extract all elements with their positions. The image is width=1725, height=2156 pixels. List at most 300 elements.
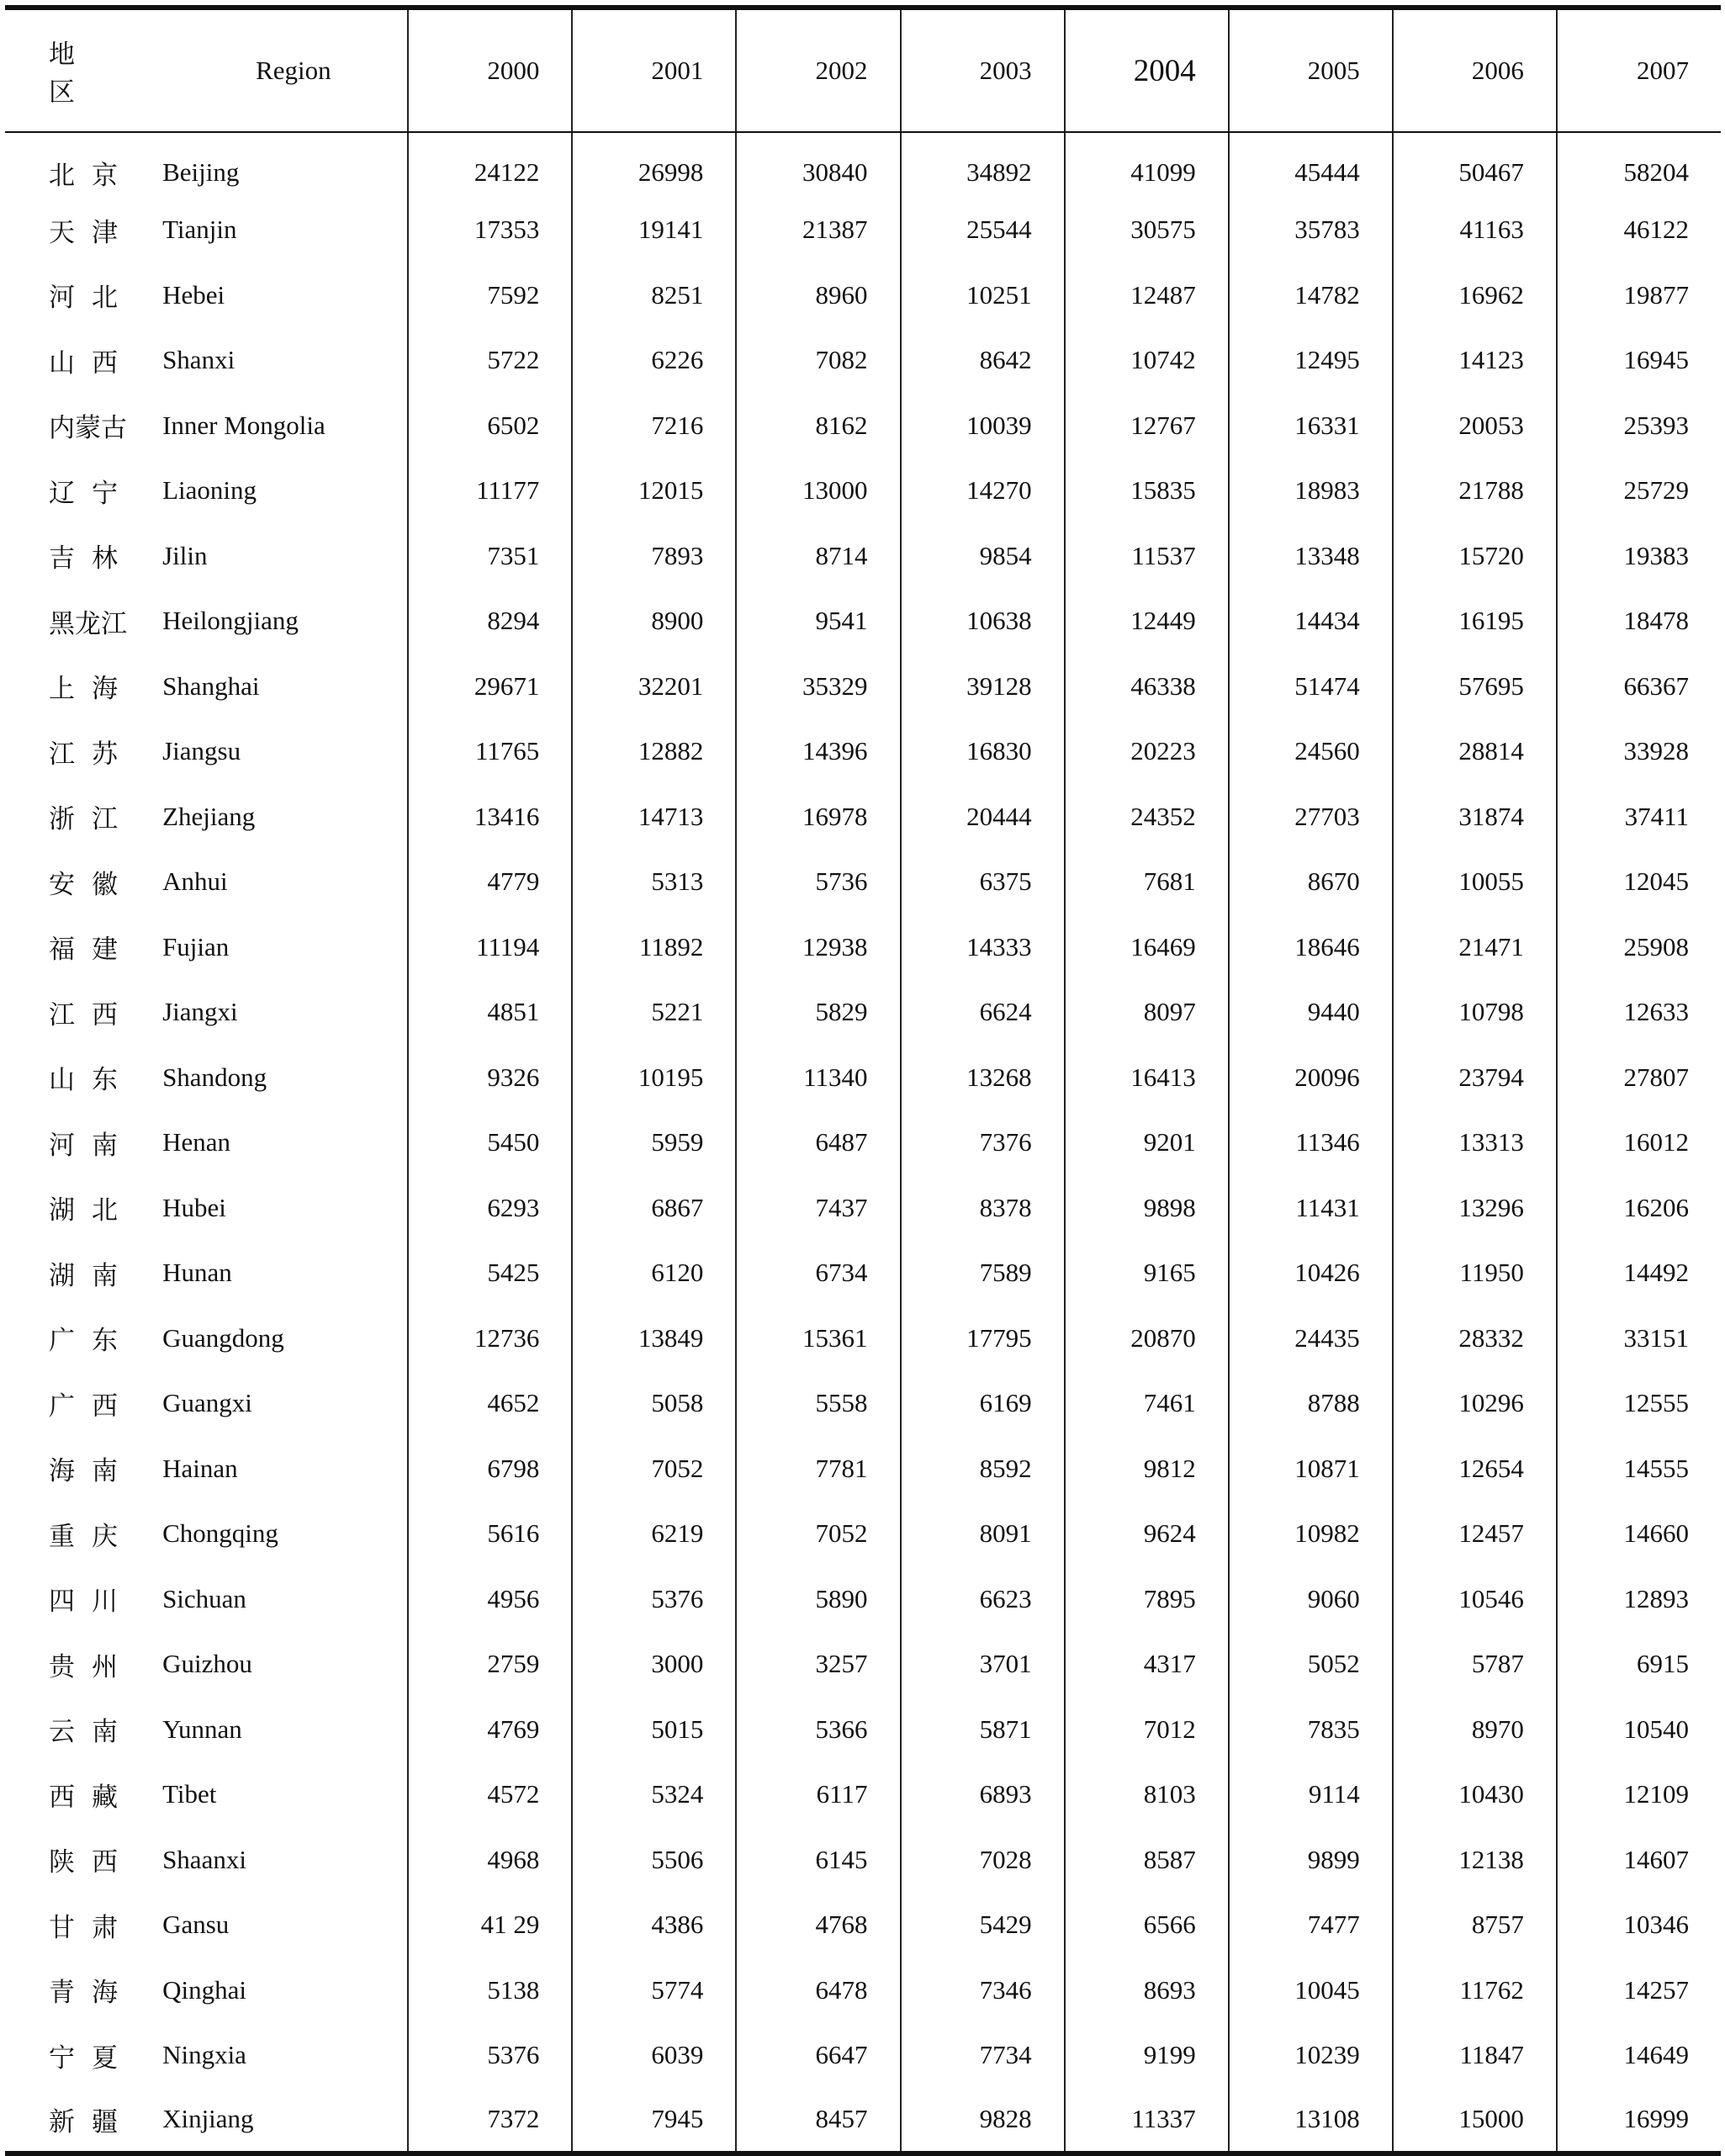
value-cell-2000: 6293: [408, 1175, 572, 1241]
value-cell-2000: 4851: [408, 980, 572, 1046]
table-row: [5, 1566, 1721, 1632]
value-cell-2004: 7012: [1065, 1697, 1229, 1762]
value-cell-2006: 20053: [1393, 393, 1557, 458]
value-cell-2003: 14333: [901, 914, 1065, 980]
value-cell-2007: 14660: [1557, 1502, 1721, 1567]
value-cell-2005: 20096: [1229, 1045, 1393, 1110]
value-cell-2000: 7372: [408, 2088, 572, 2153]
value-cell-2006: 31874: [1393, 784, 1557, 850]
value-cell-2004: 9624: [1065, 1502, 1229, 1567]
region-name-cn: 河北: [49, 283, 135, 314]
value-cell-2004: 8693: [1065, 1957, 1229, 2023]
region-name-en: Shandong: [162, 1062, 267, 1092]
value-cell-2004: 9199: [1065, 2023, 1229, 2089]
value-cell-2002: 8162: [736, 393, 900, 458]
value-cell-2001: 4386: [572, 1893, 736, 1958]
region-name-en: Gansu: [162, 1910, 230, 1940]
region-name-cn: 宁夏: [49, 2042, 135, 2074]
value-cell-2005: 13108: [1229, 2088, 1393, 2153]
value-cell-2004: 12767: [1065, 393, 1229, 458]
value-cell-2003: 10039: [901, 393, 1065, 458]
value-cell-2003: 9828: [901, 2088, 1065, 2153]
table-row: [5, 1306, 1721, 1371]
region-name-en: Liaoning: [162, 475, 257, 506]
region-name-en: Anhui: [162, 866, 228, 897]
value-cell-2003: 34892: [901, 132, 1065, 198]
region-name-cn: 西藏: [49, 1782, 135, 1813]
value-cell-2000: 5616: [408, 1502, 572, 1567]
value-cell-2001: 19141: [572, 198, 736, 263]
value-cell-2003: 9854: [901, 523, 1065, 589]
value-cell-2006: 16962: [1393, 262, 1557, 328]
value-cell-2004: 24352: [1065, 784, 1229, 850]
value-cell-2003: 6375: [901, 850, 1065, 915]
region-name-en: Heilongjiang: [162, 606, 299, 636]
value-cell-2001: 32201: [572, 654, 736, 719]
value-cell-2007: 12633: [1557, 980, 1721, 1046]
value-cell-2007: 33151: [1557, 1306, 1721, 1371]
header-year-2006: 2006: [1393, 8, 1557, 132]
header-year-2002: 2002: [736, 8, 900, 132]
value-cell-2004: 30575: [1065, 198, 1229, 263]
value-cell-2007: 10540: [1557, 1697, 1721, 1762]
value-cell-2007: 19383: [1557, 523, 1721, 589]
table-row: [5, 1371, 1721, 1437]
value-cell-2002: 5366: [736, 1697, 900, 1762]
value-cell-2005: 8670: [1229, 850, 1393, 915]
value-cell-2002: 7437: [736, 1175, 900, 1241]
value-cell-2003: 6893: [901, 1762, 1065, 1828]
value-cell-2006: 28814: [1393, 719, 1557, 785]
value-cell-2000: 5722: [408, 328, 572, 394]
value-cell-2003: 8091: [901, 1502, 1065, 1567]
region-name-en: Zhejiang: [162, 801, 256, 831]
table-row: [5, 1110, 1721, 1176]
value-cell-2000: 12736: [408, 1306, 572, 1371]
value-cell-2001: 5774: [572, 1957, 736, 2023]
value-cell-2006: 10055: [1393, 850, 1557, 915]
value-cell-2005: 14434: [1229, 589, 1393, 654]
region-name-en: Sichuan: [162, 1583, 246, 1613]
value-cell-2001: 13849: [572, 1306, 736, 1371]
value-cell-2005: 9440: [1229, 980, 1393, 1046]
value-cell-2001: 7893: [572, 523, 736, 589]
value-cell-2007: 27807: [1557, 1045, 1721, 1110]
value-cell-2002: 9541: [736, 589, 900, 654]
region-name-en: Jilin: [162, 540, 208, 570]
value-cell-2002: 11340: [736, 1045, 900, 1110]
table-row: [5, 784, 1721, 850]
value-cell-2007: 66367: [1557, 654, 1721, 719]
value-cell-2005: 10239: [1229, 2023, 1393, 2089]
value-cell-2005: 35783: [1229, 198, 1393, 263]
value-cell-2001: 7052: [572, 1436, 736, 1502]
value-cell-2006: 57695: [1393, 654, 1557, 719]
header-year-2001: 2001: [572, 8, 736, 132]
table-row: [5, 719, 1721, 785]
header-region-en: Region: [125, 8, 408, 132]
value-cell-2003: 8378: [901, 1175, 1065, 1241]
value-cell-2004: 20223: [1065, 719, 1229, 785]
value-cell-2007: 25393: [1557, 393, 1721, 458]
region-name-en: Tibet: [162, 1779, 217, 1809]
table-row: [5, 850, 1721, 915]
value-cell-2000: 5425: [408, 1241, 572, 1306]
value-cell-2001: 5313: [572, 850, 736, 915]
value-cell-2002: 21387: [736, 198, 900, 263]
value-cell-2001: 6219: [572, 1502, 736, 1567]
value-cell-2003: 5429: [901, 1893, 1065, 1958]
value-cell-2006: 10430: [1393, 1762, 1557, 1828]
value-cell-2005: 10871: [1229, 1436, 1393, 1502]
value-cell-2004: 46338: [1065, 654, 1229, 719]
region-name-en: Guangdong: [162, 1322, 284, 1353]
value-cell-2006: 10546: [1393, 1566, 1557, 1632]
value-cell-2005: 8788: [1229, 1371, 1393, 1437]
value-cell-2002: 7781: [736, 1436, 900, 1502]
value-cell-2000: 4956: [408, 1566, 572, 1632]
value-cell-2001: 8251: [572, 262, 736, 328]
value-cell-2007: 25729: [1557, 458, 1721, 524]
region-name-cn: 浙江: [49, 804, 135, 835]
region-name-cn: 山西: [49, 347, 135, 379]
value-cell-2002: 3257: [736, 1632, 900, 1698]
value-cell-2005: 9899: [1229, 1827, 1393, 1893]
region-name-en: Chongqing: [162, 1518, 278, 1549]
value-cell-2000: 17353: [408, 198, 572, 263]
region-name-en: Hunan: [162, 1258, 232, 1288]
region-name-en: Ningxia: [162, 2040, 246, 2070]
value-cell-2000: 13416: [408, 784, 572, 850]
value-cell-2003: 17795: [901, 1306, 1065, 1371]
value-cell-2006: 5787: [1393, 1632, 1557, 1698]
value-cell-2006: 50467: [1393, 132, 1557, 198]
value-cell-2005: 16331: [1229, 393, 1393, 458]
value-cell-2001: 7216: [572, 393, 736, 458]
value-cell-2000: 7592: [408, 262, 572, 328]
table-row: [5, 589, 1721, 654]
value-cell-2004: 12449: [1065, 589, 1229, 654]
value-cell-2000: 4779: [408, 850, 572, 915]
region-name-cn: 河南: [49, 1130, 135, 1161]
value-cell-2000: 9326: [408, 1045, 572, 1110]
table-row: [5, 1175, 1721, 1241]
region-name-en: Tianjin: [162, 215, 237, 245]
table-body: [5, 132, 1721, 2153]
table-row: [5, 198, 1721, 263]
value-cell-2001: 11892: [572, 914, 736, 980]
value-cell-2007: 14649: [1557, 2023, 1721, 2089]
value-cell-2007: 16945: [1557, 328, 1721, 394]
value-cell-2001: 6120: [572, 1241, 736, 1306]
table-row: [5, 1241, 1721, 1306]
value-cell-2005: 13348: [1229, 523, 1393, 589]
value-cell-2003: 7028: [901, 1827, 1065, 1893]
value-cell-2003: 39128: [901, 654, 1065, 719]
region-name-cn: 江苏: [49, 739, 135, 770]
region-name-cn: 甘肃: [49, 1912, 135, 1943]
value-cell-2002: 14396: [736, 719, 900, 785]
value-cell-2005: 10045: [1229, 1957, 1393, 2023]
region-name-cn: 广西: [49, 1391, 135, 1422]
table-row: [5, 262, 1721, 328]
value-cell-2007: 12555: [1557, 1371, 1721, 1437]
header-year-2004: 2004: [1065, 8, 1229, 132]
value-cell-2001: 10195: [572, 1045, 736, 1110]
value-cell-2006: 13296: [1393, 1175, 1557, 1241]
value-cell-2004: 16469: [1065, 914, 1229, 980]
table-row: [5, 393, 1721, 458]
header-year-2007: 2007: [1557, 8, 1721, 132]
region-name-cn: 云南: [49, 1717, 135, 1748]
value-cell-2005: 12495: [1229, 328, 1393, 394]
value-cell-2006: 10296: [1393, 1371, 1557, 1437]
header-year-2005: 2005: [1229, 8, 1393, 132]
value-cell-2000: 5138: [408, 1957, 572, 2023]
region-name-en: Yunnan: [162, 1714, 242, 1744]
value-cell-2001: 5058: [572, 1371, 736, 1437]
value-cell-2000: 4572: [408, 1762, 572, 1828]
value-cell-2004: 9201: [1065, 1110, 1229, 1176]
value-cell-2000: 6798: [408, 1436, 572, 1502]
value-cell-2005: 9060: [1229, 1566, 1393, 1632]
value-cell-2007: 16012: [1557, 1110, 1721, 1176]
region-name-cn: 贵州: [49, 1651, 135, 1682]
table-row: [5, 654, 1721, 719]
value-cell-2006: 23794: [1393, 1045, 1557, 1110]
value-cell-2004: 12487: [1065, 262, 1229, 328]
value-cell-2003: 13268: [901, 1045, 1065, 1110]
value-cell-2007: 6915: [1557, 1632, 1721, 1698]
region-name-en: Hubei: [162, 1192, 226, 1222]
value-cell-2001: 3000: [572, 1632, 736, 1698]
value-cell-2004: 4317: [1065, 1632, 1229, 1698]
region-name-cn: 青海: [49, 1978, 135, 2009]
table-row: [5, 1697, 1721, 1762]
value-cell-2000: 11177: [408, 458, 572, 524]
region-name-cn: 北京: [49, 160, 135, 191]
value-cell-2004: 7461: [1065, 1371, 1229, 1437]
value-cell-2005: 11431: [1229, 1175, 1393, 1241]
region-name-cn: 广东: [49, 1326, 135, 1357]
value-cell-2002: 6478: [736, 1957, 900, 2023]
value-cell-2002: 6487: [736, 1110, 900, 1176]
value-cell-2007: 37411: [1557, 784, 1721, 850]
value-cell-2004: 11337: [1065, 2088, 1229, 2153]
value-cell-2001: 5324: [572, 1762, 736, 1828]
value-cell-2006: 28332: [1393, 1306, 1557, 1371]
value-cell-2003: 3701: [901, 1632, 1065, 1698]
region-name-en: Jiangxi: [162, 997, 238, 1027]
value-cell-2004: 10742: [1065, 328, 1229, 394]
header-year-2003: 2003: [901, 8, 1065, 132]
value-cell-2000: 5376: [408, 2023, 572, 2089]
region-name-cn: 辽宁: [49, 478, 135, 509]
region-name-cn: 四川: [49, 1587, 135, 1618]
value-cell-2000: 2759: [408, 1632, 572, 1698]
region-name-en: Hainan: [162, 1453, 238, 1483]
value-cell-2007: 14492: [1557, 1241, 1721, 1306]
value-cell-2006: 8970: [1393, 1697, 1557, 1762]
value-cell-2006: 21788: [1393, 458, 1557, 524]
region-name-en: Xinjiang: [125, 2088, 408, 2153]
regional-data-table: [5, 5, 1721, 2156]
table-row: [5, 914, 1721, 980]
value-cell-2006: 11950: [1393, 1241, 1557, 1306]
value-cell-2000: 11765: [408, 719, 572, 785]
value-cell-2007: 12109: [1557, 1762, 1721, 1828]
value-cell-2003: 8592: [901, 1436, 1065, 1502]
table-row: [5, 1436, 1721, 1502]
value-cell-2005: 18983: [1229, 458, 1393, 524]
value-cell-2001: 5376: [572, 1566, 736, 1632]
value-cell-2000: 8294: [408, 589, 572, 654]
value-cell-2006: 41163: [1393, 198, 1557, 263]
region-name-cn: 陕西: [49, 1847, 135, 1878]
value-cell-2007: 12045: [1557, 850, 1721, 915]
region-name-cn: 安徽: [49, 869, 135, 900]
value-cell-2005: 9114: [1229, 1762, 1393, 1828]
value-cell-2002: 6117: [736, 1762, 900, 1828]
value-cell-2003: 7376: [901, 1110, 1065, 1176]
value-cell-2003: 7589: [901, 1241, 1065, 1306]
value-cell-2007: 16999: [1557, 2088, 1721, 2153]
region-name-en: Shanghai: [162, 670, 260, 701]
region-name-en: Shaanxi: [162, 1844, 246, 1874]
value-cell-2004: 11537: [1065, 523, 1229, 589]
value-cell-2002: 6145: [736, 1827, 900, 1893]
region-name-en: Guizhou: [162, 1649, 252, 1679]
value-cell-2003: 5871: [901, 1697, 1065, 1762]
value-cell-2004: 8587: [1065, 1827, 1229, 1893]
value-cell-2004: 9898: [1065, 1175, 1229, 1241]
region-name-en: Qinghai: [162, 1974, 246, 2005]
value-cell-2004: 8097: [1065, 980, 1229, 1046]
value-cell-2005: 10982: [1229, 1502, 1393, 1567]
header-region-cn: 地区: [5, 8, 125, 132]
value-cell-2005: 45444: [1229, 132, 1393, 198]
value-cell-2007: 33928: [1557, 719, 1721, 785]
value-cell-2004: 9165: [1065, 1241, 1229, 1306]
region-name-en: Beijing: [162, 157, 240, 188]
value-cell-2002: 5558: [736, 1371, 900, 1437]
value-cell-2004: 20870: [1065, 1306, 1229, 1371]
table-row: [5, 132, 1721, 198]
region-name-cn: 山东: [49, 1065, 135, 1096]
table-row: [5, 328, 1721, 394]
value-cell-2002: 8714: [736, 523, 900, 589]
value-cell-2002: 5736: [736, 850, 900, 915]
region-name-cn: 湖北: [49, 1195, 135, 1226]
value-cell-2004: 16413: [1065, 1045, 1229, 1110]
value-cell-2003: 6623: [901, 1566, 1065, 1632]
value-cell-2001: 5015: [572, 1697, 736, 1762]
region-name-en: Hebei: [162, 279, 225, 310]
value-cell-2003: 16830: [901, 719, 1065, 785]
value-cell-2006: 14123: [1393, 328, 1557, 394]
value-cell-2001: 26998: [572, 132, 736, 198]
table-row: [5, 523, 1721, 589]
value-cell-2002: 30840: [736, 132, 900, 198]
value-cell-2005: 7477: [1229, 1893, 1393, 1958]
value-cell-2006: 12654: [1393, 1436, 1557, 1502]
value-cell-2001: 6226: [572, 328, 736, 394]
value-cell-2007: 14607: [1557, 1827, 1721, 1893]
region-name-cn: 福建: [49, 935, 135, 966]
value-cell-2005: 7835: [1229, 1697, 1393, 1762]
value-cell-2003: 14270: [901, 458, 1065, 524]
region-name-cn: 江西: [49, 999, 135, 1030]
value-cell-2003: 6624: [901, 980, 1065, 1046]
value-cell-2003: 6169: [901, 1371, 1065, 1437]
region-name-cn: 天津: [49, 217, 135, 248]
value-cell-2007: 16206: [1557, 1175, 1721, 1241]
value-cell-2007: 19877: [1557, 262, 1721, 328]
value-cell-2006: 12457: [1393, 1502, 1557, 1567]
value-cell-2001: 7945: [572, 2088, 736, 2153]
value-cell-2000: 11194: [408, 914, 572, 980]
value-cell-2007: 58204: [1557, 132, 1721, 198]
table-row: [5, 1045, 1721, 1110]
value-cell-2000: 7351: [408, 523, 572, 589]
region-name-cn: 新疆: [5, 2088, 125, 2153]
value-cell-2007: 14555: [1557, 1436, 1721, 1502]
value-cell-2005: 10426: [1229, 1241, 1393, 1306]
value-cell-2007: 10346: [1557, 1893, 1721, 1958]
region-name-cn: 重庆: [49, 1521, 135, 1552]
table-row: [5, 1957, 1721, 2023]
value-cell-2006: 12138: [1393, 1827, 1557, 1893]
table-row: [5, 1827, 1721, 1893]
value-cell-2002: 15361: [736, 1306, 900, 1371]
value-cell-2001: 14713: [572, 784, 736, 850]
value-cell-2002: 6647: [736, 2023, 900, 2089]
region-name-en: Jiangsu: [162, 736, 241, 766]
value-cell-2006: 15720: [1393, 523, 1557, 589]
value-cell-2002: 5829: [736, 980, 900, 1046]
region-name-cn: 黑龙江: [49, 608, 127, 639]
value-cell-2002: 12938: [736, 914, 900, 980]
value-cell-2002: 35329: [736, 654, 900, 719]
value-cell-2005: 11346: [1229, 1110, 1393, 1176]
value-cell-2000: 24122: [408, 132, 572, 198]
value-cell-2000: 4968: [408, 1827, 572, 1893]
value-cell-2004: 8103: [1065, 1762, 1229, 1828]
table-row: [5, 1762, 1721, 1828]
header-year-2000: 2000: [408, 8, 572, 132]
value-cell-2005: 24560: [1229, 719, 1393, 785]
value-cell-2003: 7346: [901, 1957, 1065, 2023]
value-cell-2001: 5959: [572, 1110, 736, 1176]
value-cell-2003: 8642: [901, 328, 1065, 394]
value-cell-2007: 46122: [1557, 198, 1721, 263]
value-cell-2007: 14257: [1557, 1957, 1721, 2023]
region-name-en: Shanxi: [162, 345, 235, 375]
value-cell-2007: 12893: [1557, 1566, 1721, 1632]
value-cell-2005: 24435: [1229, 1306, 1393, 1371]
value-cell-2006: 11762: [1393, 1957, 1557, 2023]
region-name-en: Guangxi: [162, 1388, 252, 1418]
value-cell-2002: 7082: [736, 328, 900, 394]
value-cell-2004: 7681: [1065, 850, 1229, 915]
value-cell-2006: 10798: [1393, 980, 1557, 1046]
region-name-cn: 湖南: [49, 1260, 135, 1291]
value-cell-2004: 9812: [1065, 1436, 1229, 1502]
value-cell-2006: 21471: [1393, 914, 1557, 980]
value-cell-2005: 51474: [1229, 654, 1393, 719]
value-cell-2005: 18646: [1229, 914, 1393, 980]
value-cell-2006: 11847: [1393, 2023, 1557, 2089]
